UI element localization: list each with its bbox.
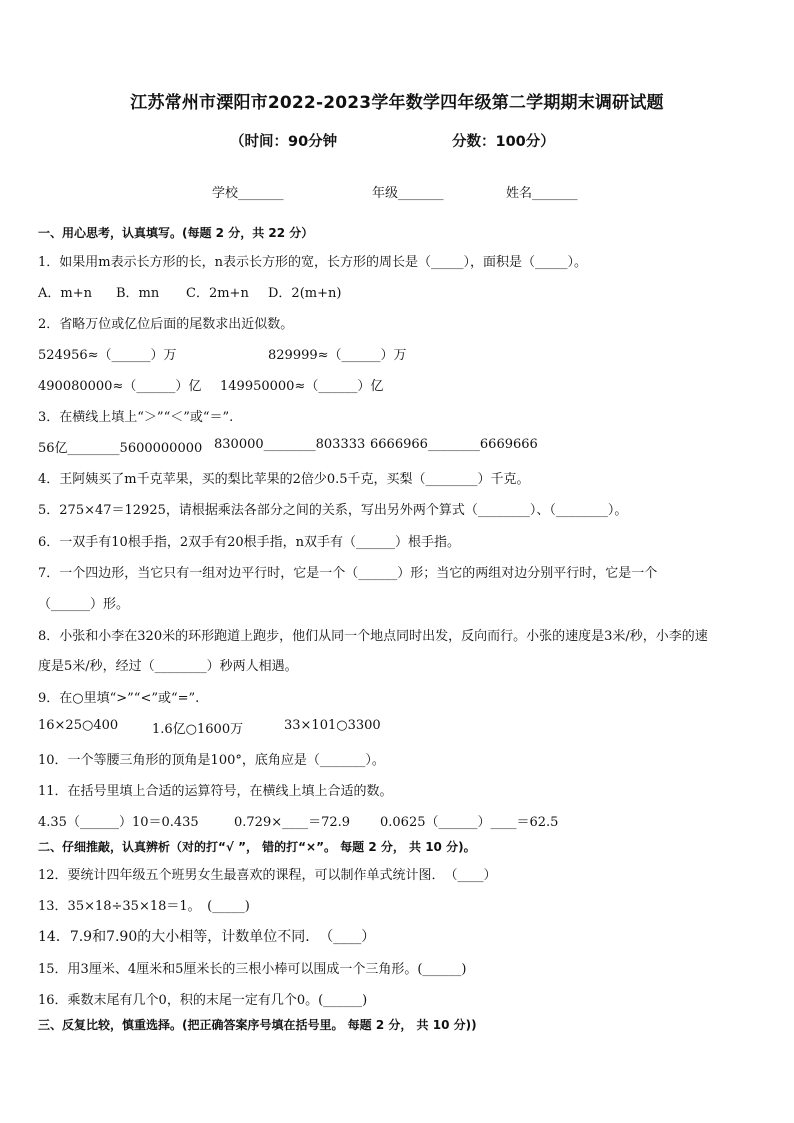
- q11-item-b: 0.729×____＝72.9: [234, 815, 351, 830]
- page-title: 江苏常州市溧阳市2022-2023学年数学四年级第二学期期末调研试题: [130, 93, 664, 113]
- exam-time: （时间：90分钟: [230, 134, 338, 150]
- section-3-heading: 三、反复比较，慎重选择。(把正确答案序号填在括号里。 每题 2 分， 共 10 分)): [38, 1018, 477, 1032]
- q3-item-a: 56亿________5600000000: [38, 441, 203, 456]
- q2-item-a: 524956≈（______）万: [38, 348, 177, 363]
- question-1: 1．如果用m表示长方形的长，n表示长方形的宽，长方形的周长是（_____），面积是（_____）。: [38, 255, 587, 270]
- q9-item-a: 16×25○400: [38, 718, 119, 733]
- question-5: 5．275×47＝12925，请根据乘法各部分之间的关系，写出另外两个算式（________）、（________）。: [38, 503, 628, 518]
- q9-item-c: 33×101○3300: [284, 718, 381, 733]
- question-7-line-2: （______）形。: [38, 597, 130, 612]
- q3-item-b: 830000________803333: [214, 437, 366, 452]
- question-6: 6．一双手有10根手指，2双手有20根手指，n双手有（______）根手指。: [38, 535, 460, 550]
- question-13: 13．35×18÷35×18＝1。 (_____): [38, 899, 250, 914]
- question-10: 10．一个等腰三角形的顶角是100°，底角应是（_______）。: [38, 753, 385, 768]
- q2-item-d: 149950000≈（______）亿: [220, 379, 384, 394]
- question-7-line-1: 7．一个四边形，当它只有一组对边平行时，它是一个（______）形；当它的两组对边分别平行时，它是一个: [38, 566, 658, 581]
- question-3: 3．在横线上填上“＞”“＜”或“＝”.: [38, 410, 234, 425]
- q2-item-b: 829999≈（______）万: [268, 348, 407, 363]
- section-2-heading: 二、仔细推敲，认真辨析（对的打“√ ”， 错的打“×”。 每题 2 分， 共 10 分)。: [38, 840, 476, 854]
- name-field: 姓名_______: [506, 186, 578, 201]
- q11-item-c: 0.0625（______）____＝62.5: [380, 815, 559, 830]
- q1-option-c: C．2m+n: [186, 286, 249, 301]
- question-15: 15．用3厘米、4厘米和5厘米长的三根小棒可以围成一个三角形。(______): [38, 962, 467, 977]
- school-field: 学校_______: [212, 186, 284, 201]
- question-12: 12．要统计四年级五个班男女生最喜欢的课程，可以制作单式统计图． （____）: [38, 868, 497, 883]
- question-4: 4．王阿姨买了m千克苹果，买的梨比苹果的2倍少0.5千克，买梨（________）千克。: [38, 472, 530, 487]
- question-14: 14．7.9和7.90的大小相等，计数单位不同． （____）: [38, 929, 376, 945]
- q1-option-b: B．mn: [116, 286, 160, 301]
- question-8-line-2: 度是5米/秒，经过（________）秒两人相遇。: [38, 659, 298, 674]
- question-16: 16．乘数末尾有几个0，积的末尾一定有几个0。(______): [38, 993, 368, 1008]
- question-11: 11．在括号里填上合适的运算符号，在横线上填上合适的数。: [38, 784, 393, 799]
- q3-item-c: 6666966________6669666: [370, 437, 538, 452]
- grade-field: 年级_______: [372, 186, 444, 201]
- question-2: 2．省略万位或亿位后面的尾数求出近似数。: [38, 317, 294, 332]
- q2-item-c: 490080000≈（______）亿: [38, 379, 202, 394]
- q1-option-a: A．m+n: [38, 286, 92, 301]
- q9-item-b: 1.6亿○1600万: [152, 722, 244, 737]
- q11-item-a: 4.35（______）10＝0.435: [38, 815, 199, 830]
- question-8-line-1: 8．小张和小李在320米的环形跑道上跑步，他们从同一个地点同时出发，反向而行。小张的速度是3米/秒，小李的速: [38, 629, 708, 644]
- section-1-heading: 一、用心思考，认真填写。(每题 2 分，共 22 分）: [38, 226, 314, 240]
- exam-score: 分数：100分）: [452, 134, 555, 150]
- question-9: 9．在○里填“>”“<”或“=”.: [38, 691, 200, 706]
- q1-option-d: D．2(m+n): [268, 286, 342, 301]
